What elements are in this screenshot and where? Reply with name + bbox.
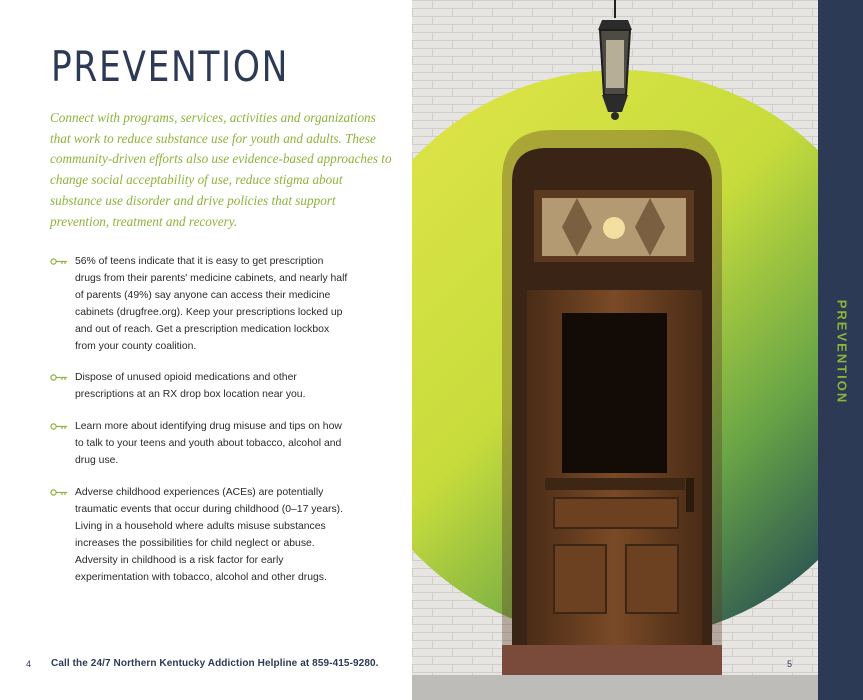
helpline-footer: Call the 24/7 Northern Kentucky Addiction Helpline at 859-415-9280. [51,658,379,669]
bullet-item [50,254,350,355]
left-page [0,0,412,700]
bullet-item [50,419,350,470]
bullet-item [50,370,350,404]
sidebar-label: PREVENTION [834,299,850,405]
key-icon [50,373,68,382]
page-title: PREVENTION [51,42,290,91]
bullet-text: Dispose of unused opioid medications and other prescriptions at an RX drop box location near you. [75,372,306,401]
intro-paragraph: Connect with programs, services, activities and organizations that work to reduce substance use for youth and adults. These community-driven efforts also use evidence-based approaches to change social acceptability of use, reduce stigma about substance use disorder and drive policies that support prevention, treatment and recovery. [50,110,392,229]
photo-illustration [412,0,818,700]
bullet-text: Adverse childhood experiences (ACEs) are potentially traumatic events that occur during childhood (0–17 years). Living in a household where adults misuse substances increases the possibilities for child neglect or abuse. Adversity in childhood is a risk factor for early experimentation with tobacco, alcohol and other drugs. [75,486,343,583]
page-number-left: 4 [26,659,32,669]
key-icon [50,257,68,266]
page-number-right: 5 [787,659,793,669]
bullet-list [50,254,350,601]
bullet-text: 56% of teens indicate that it is easy to get prescription drugs from their parents' medicine cabinets, and nearly half of parents (49%) say anyone can access their medicine cabinets (drugfree.org). Keep your prescriptions locked up and out of reach. Get a prescription medication lockbox from your county coalition. [75,256,348,352]
key-icon [50,422,68,431]
bullet-text: Learn more about identifying drug misuse and tips on how to talk to your teens and youth about tobacco, alcohol and drug use. [75,421,342,467]
door-photo [412,0,818,700]
key-icon [50,488,68,497]
bullet-item [50,485,350,586]
